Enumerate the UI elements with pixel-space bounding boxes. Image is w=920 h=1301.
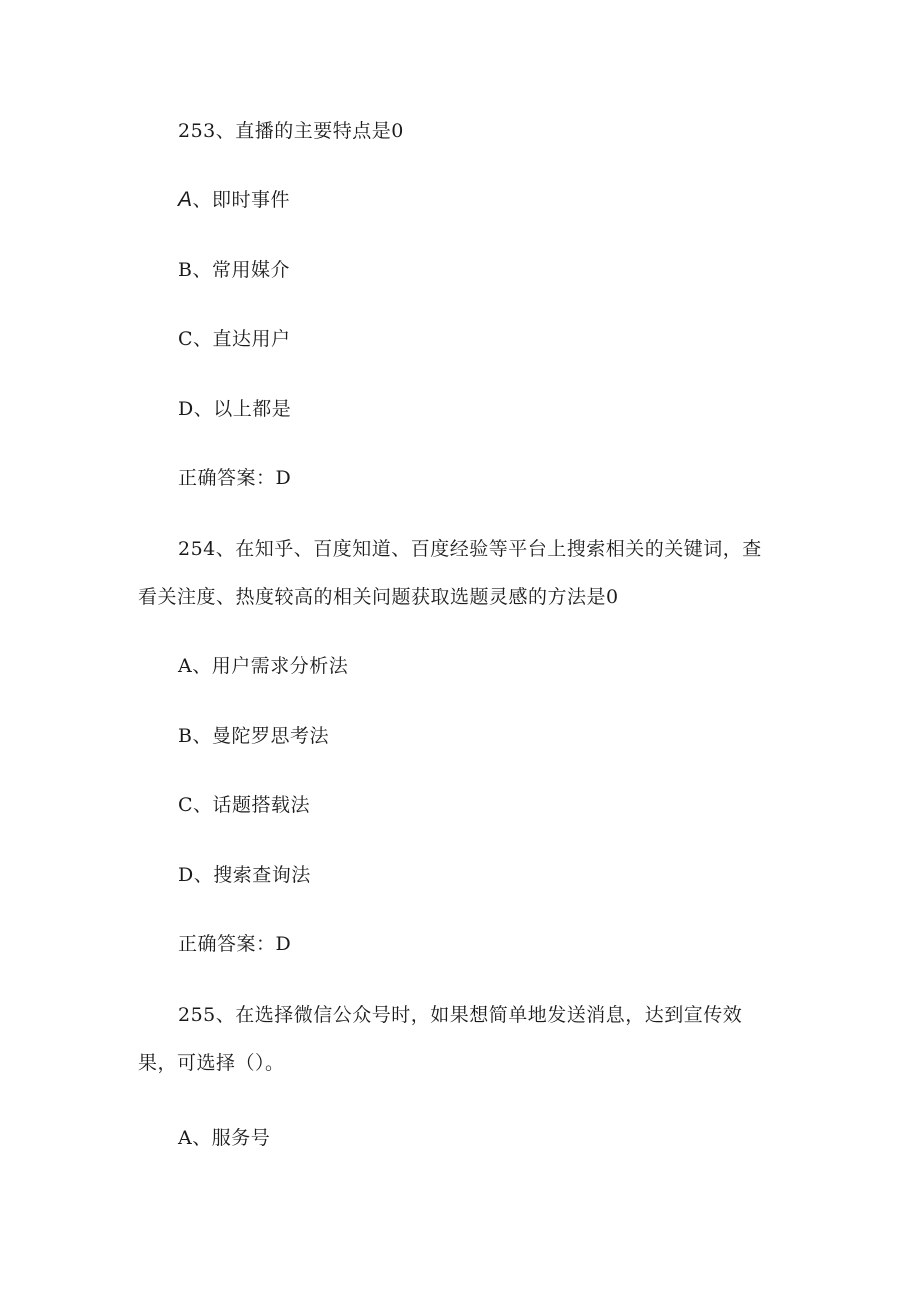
question-255-option-a [178,1126,270,1150]
option-text: 、用户需求分析法 [192,655,349,677]
question-254-option-a [178,654,348,678]
question-253-stem: 253、直播的主要特点是0 [178,120,404,142]
question-254-option-b [178,724,329,748]
question-255-stem-line-2: 果，可选择（）。 [138,1052,285,1074]
question-254-stem-line-2: 看关注度、热度较高的相关问题获取选题灵感的方法是0 [138,586,619,608]
option-letter: C [178,328,194,350]
option-text: 、搜索查询法 [193,864,311,886]
option-text: 、曼陀罗思考法 [192,725,329,747]
option-text: 、常用媒介 [192,259,290,281]
question-254-answer: 正确答案：D [178,933,292,955]
option-letter: B [178,725,193,747]
question-253-answer: 正确答案：D [178,467,292,489]
option-letter: D [178,398,194,420]
question-255-stem-line-1: 255、在选择微信公众号时，如果想简单地发送消息，达到宣传效 [178,1004,743,1026]
question-254-option-c [178,793,310,817]
option-letter: A [178,655,193,677]
option-letter: D [178,864,194,886]
question-254-option-d [178,863,311,887]
option-letter: A [178,188,193,211]
option-letter: A [178,1127,193,1149]
question-253-option-c [178,327,291,351]
question-253-option-d [178,397,291,421]
question-253-option-a [178,188,290,212]
option-text: 、以上都是 [193,398,292,420]
option-text: 、直达用户 [193,328,291,350]
option-text: 、话题搭载法 [193,794,311,816]
question-254-stem-line-1: 254、在知乎、百度知道、百度经验等平台上搜索相关的关键词，查 [178,538,762,560]
option-letter: C [178,794,194,816]
option-letter: B [178,259,193,281]
question-253-option-b [178,258,290,282]
option-text: 、服务号 [192,1127,271,1149]
option-text: 、即时事件 [192,189,291,211]
